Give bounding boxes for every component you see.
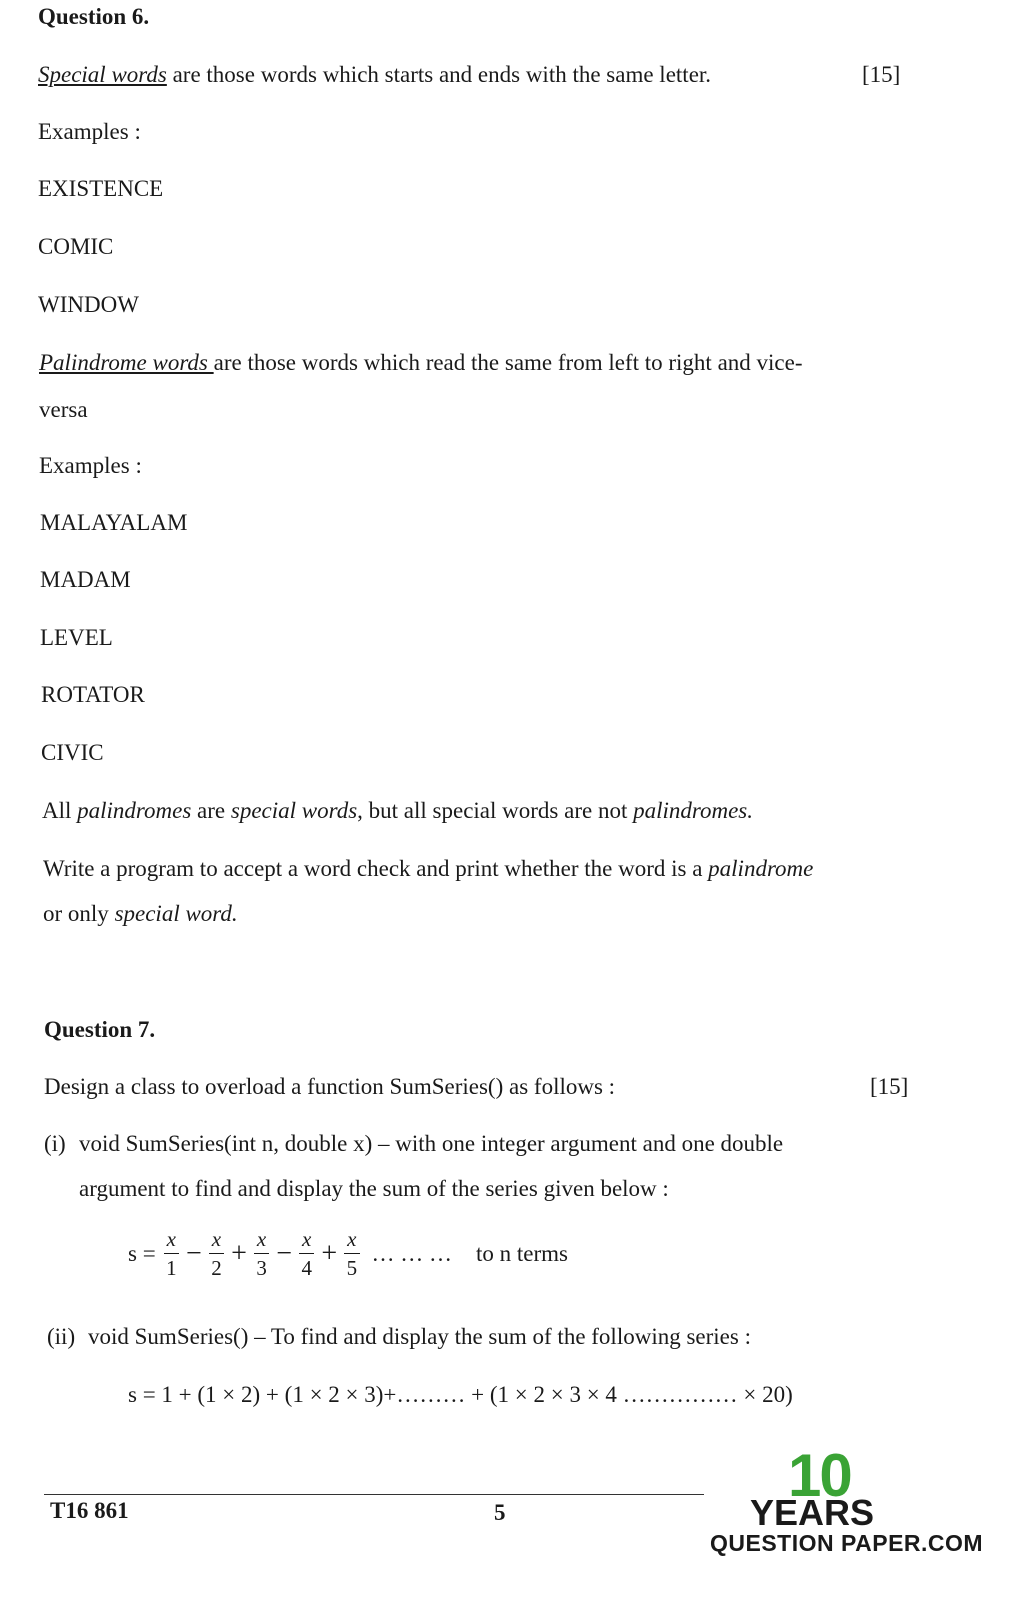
part-ii-text: void SumSeries() – To find and display the sum of the following series : bbox=[88, 1324, 751, 1349]
footer-rule bbox=[44, 1494, 704, 1495]
palindrome-example-madam: MADAM bbox=[40, 567, 131, 592]
special-words-term: Special words bbox=[38, 62, 167, 87]
term-3-denominator: 3 bbox=[256, 1256, 267, 1281]
series-1-operator-3: − bbox=[276, 1238, 293, 1270]
note-palindromes-1: palindromes bbox=[77, 798, 192, 823]
part-i-label: (i) bbox=[44, 1131, 66, 1156]
part-i-continued: argument to find and display the sum of the series given below : bbox=[79, 1176, 669, 1201]
series-1-operator-2: + bbox=[231, 1238, 247, 1270]
special-example-comic: COMIC bbox=[38, 234, 114, 259]
term-1-numerator: x bbox=[164, 1228, 179, 1254]
special-example-window: WINDOW bbox=[38, 292, 139, 317]
note-special-words: special words bbox=[230, 798, 358, 823]
palindrome-example-level: LEVEL bbox=[40, 625, 113, 650]
part-i-text: void SumSeries(int n, double x) – with one integer argument and one double bbox=[79, 1131, 784, 1156]
note-text-2: are bbox=[191, 798, 231, 823]
note-palindromes-2: palindromes. bbox=[633, 798, 753, 823]
examples-label-2: Examples : bbox=[39, 453, 142, 478]
task-line-2 bbox=[43, 901, 238, 927]
watermark-site: QUESTION PAPER.COM bbox=[710, 1530, 984, 1556]
series-1-operator-4: + bbox=[321, 1238, 338, 1270]
series-1-lhs: s = bbox=[128, 1241, 156, 1267]
special-words-def-text: are those words which starts and ends with the same letter. bbox=[166, 62, 712, 87]
term-5-numerator: x bbox=[344, 1228, 359, 1254]
palindrome-example-civic: CIVIC bbox=[41, 740, 104, 765]
special-example-existence: EXISTENCE bbox=[38, 176, 164, 201]
note-text-1: All bbox=[42, 798, 78, 823]
palindrome-def-continued: versa bbox=[39, 397, 88, 422]
series-1-tail: to n terms bbox=[476, 1241, 568, 1267]
series-1-term-1 bbox=[164, 1228, 179, 1280]
series-1-term-5 bbox=[344, 1228, 359, 1280]
question-7-marks: [15] bbox=[870, 1074, 909, 1099]
series-1-term-2 bbox=[209, 1228, 224, 1280]
watermark-years: YEARS bbox=[750, 1492, 875, 1533]
task-text-2: or only bbox=[43, 901, 115, 926]
page-number: 5 bbox=[494, 1500, 506, 1525]
examples-label-1: Examples : bbox=[38, 119, 141, 144]
special-words-definition bbox=[38, 62, 711, 88]
task-line-1 bbox=[43, 856, 813, 882]
term-5-denominator: 5 bbox=[346, 1256, 358, 1281]
series-1-formula bbox=[128, 1228, 568, 1280]
question-7-intro: Design a class to overload a function SumSeries() as follows : bbox=[44, 1074, 616, 1099]
term-2-denominator: 2 bbox=[211, 1256, 222, 1281]
palindrome-words-definition bbox=[39, 350, 803, 376]
series-1-term-3 bbox=[254, 1228, 269, 1280]
question-6-heading: Question 6. bbox=[38, 4, 150, 29]
question-7-heading: Question 7. bbox=[44, 1017, 156, 1042]
question-6-marks: [15] bbox=[862, 62, 901, 87]
term-4-denominator: 4 bbox=[301, 1256, 312, 1281]
palindrome-special-note bbox=[42, 798, 753, 824]
series-2-formula: s = 1 + (1 × 2) + (1 × 2 × 3)+……… + (1 × 2 × 3 × 4 …………… × 20) bbox=[128, 1382, 793, 1407]
palindrome-example-rotator: ROTATOR bbox=[41, 682, 145, 707]
palindrome-words-def-text: are those words which read the same from left to right and vice- bbox=[213, 350, 803, 375]
part-ii-label: (ii) bbox=[47, 1324, 76, 1349]
series-1-ellipsis: … … … bbox=[371, 1241, 452, 1267]
palindrome-words-term: Palindrome words bbox=[39, 350, 214, 375]
term-3-numerator: x bbox=[254, 1228, 269, 1254]
series-1-term-4 bbox=[299, 1228, 314, 1280]
palindrome-example-malayalam: MALAYALAM bbox=[40, 510, 188, 535]
note-text-3: , but all special words are not bbox=[357, 798, 634, 823]
paper-code: T16 861 bbox=[50, 1498, 129, 1523]
task-special-word: special word. bbox=[114, 901, 238, 926]
watermark-ten: 10 bbox=[788, 1442, 851, 1509]
series-1-operator-1: − bbox=[186, 1238, 202, 1270]
term-2-numerator: x bbox=[209, 1228, 224, 1254]
term-4-numerator: x bbox=[299, 1228, 314, 1254]
term-1-denominator: 1 bbox=[166, 1256, 177, 1281]
task-text-1: Write a program to accept a word check and print whether the word is a bbox=[43, 856, 709, 881]
task-palindrome: palindrome bbox=[708, 856, 814, 881]
